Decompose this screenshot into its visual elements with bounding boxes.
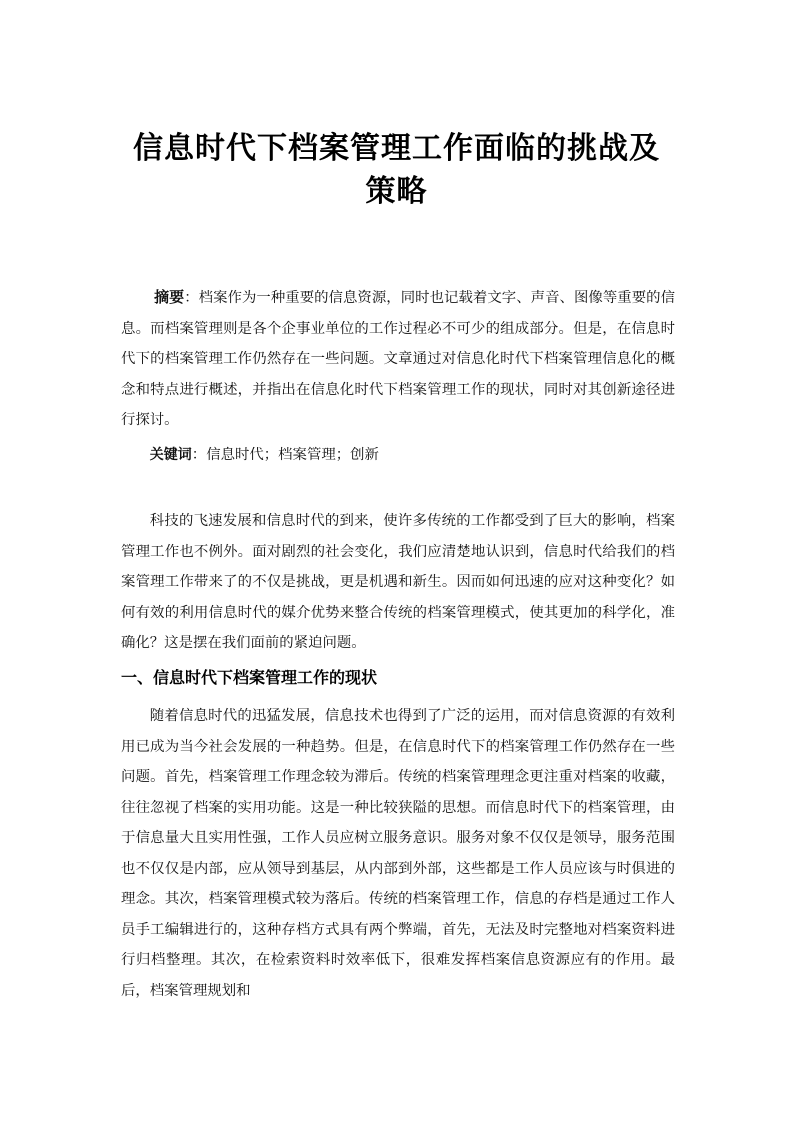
keywords-label: 关键词: [149, 447, 192, 463]
keywords-separator: ：: [191, 447, 207, 463]
abstract-paragraph: [121, 282, 675, 436]
document-title: 信息时代下档案管理工作面临的挑战及策略: [133, 131, 660, 209]
section-heading: 一、信息时代下档案管理工作的现状: [121, 668, 378, 687]
keywords-text: 信息时代；档案管理；创新: [206, 447, 379, 463]
abstract-text: 档案作为一种重要的信息资源，同时也记载着文字、声音、图像等重要的信息。而档案管理则是各个企事业单位的工作过程必不可少的组成部分。但是，在信息时代下的档案管理工作仍然存在一些问题。文章通过对信息化时代下档案管理信息化的概念和特点进行概述，并指出在信息化时代下档案管理工作的现状，同时对其创新途径进行探讨。: [121, 290, 675, 428]
section-paragraph: 随着信息时代的迅猛发展，信息技术也得到了广泛的运用，而对信息资源的有效利用已成为当今社会发展的一种趋势。但是，在信息时代下的档案管理工作仍然存在一些问题。首先，档案管理工作理念较为滞后。传统的档案管理理念更注重对档案的收藏，往往忽视了档案的实用功能。这是一种比较狭隘的思想。而信息时代下的档案管理，由于信息量大且实用性强，工作人员应树立服务意识。服务对象不仅仅是领导，服务范围也不仅仅是内部，应从领导到基层，从内部到外部，这些都是工作人员应该与时俱进的理念。其次，档案管理模式较为落后。传统的档案管理工作，信息的存档是通过工作人员手工编辑进行的，这种存档方式具有两个弊端，首先，无法及时完整地对档案资料进行归档整理。其次，在检索资料时效率低下，很难发挥档案信息资源应有的作用。最后，档案管理规划和: [121, 708, 675, 999]
keywords-line: [121, 440, 675, 471]
abstract-label: 摘要: [154, 288, 185, 306]
abstract-separator: ：: [184, 290, 199, 306]
intro-paragraph: 科技的飞速发展和信息时代的到来，使许多传统的工作都受到了巨大的影响，档案管理工作也不例外。面对剧烈的社会变化，我们应清楚地认识到，信息时代给我们的档案管理工作带来了的不仅是挑战，更是机遇和新生。因而如何迅速的应对这种变化？如何有效的利用信息时代的媒介优势来整合传统的档案管理模式，使其更加的科学化，准确化？这是摆在我们面前的紧迫问题。: [121, 513, 675, 651]
